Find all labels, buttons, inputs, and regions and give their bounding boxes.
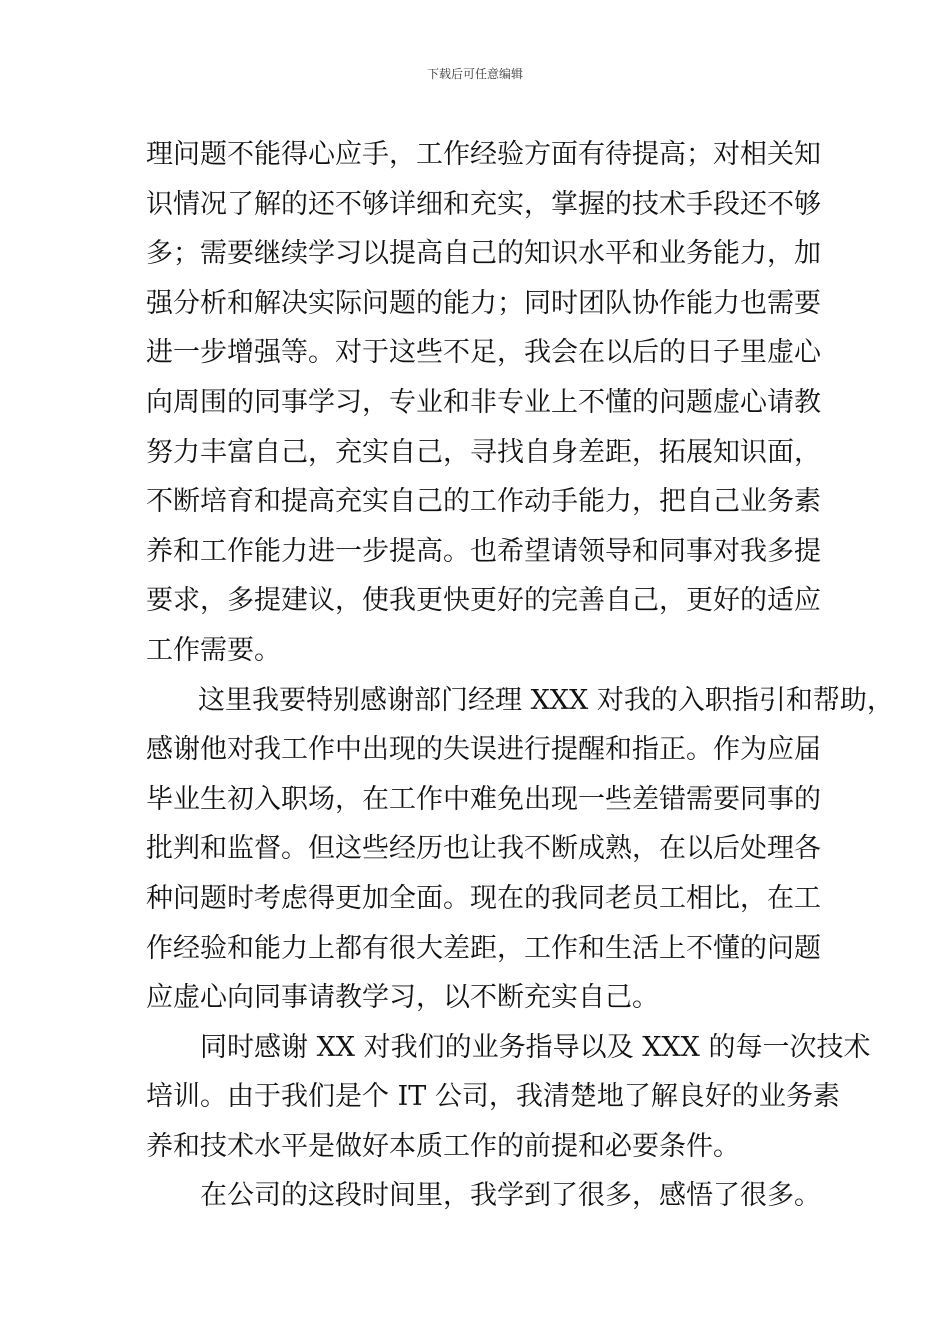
- text-line: 毕业生初入职场，在工作中难免出现一些差错需要同事的: [146, 783, 821, 815]
- text-line: 强分析和解决实际问题的能力；同时团队协作能力也需要: [146, 287, 821, 319]
- text-line: 种问题时考虑得更加全面。现在的我同老员工相比，在工: [146, 882, 821, 914]
- text-line: 理问题不能得心应手，工作经验方面有待提高；对相关知: [146, 139, 821, 170]
- text-line: 要求，多提建议，使我更快更好的完善自己，更好的适应: [146, 585, 821, 617]
- text-line: 批判和监督。但这些经历也让我不断成熟，在以后处理各: [146, 833, 821, 865]
- text-line: 养和工作能力进一步提高。也希望请领导和同事对我多提: [146, 535, 821, 567]
- text-line: 不断培育和提高充实自己的工作动手能力，把自己业务素: [146, 486, 821, 518]
- paragraph-first-line: 这里我要特别感谢部门经理 XXX 对我的入职指引和帮助，: [198, 684, 894, 716]
- paragraph-first-line: 同时感谢 XX 对我们的业务指导以及 XXX 的每一次技术: [200, 1031, 871, 1063]
- text-line: 进一步增强等。对于这些不足，我会在以后的日子里虚心: [146, 337, 821, 369]
- text-line: 向周围的同事学习，专业和非专业上不懂的问题虚心请教: [146, 386, 821, 418]
- text-line: 应虚心向同事请教学习，以不断充实自己。: [146, 982, 659, 1014]
- text-line: 感谢他对我工作中出现的失误进行提醒和指正。作为应届: [146, 734, 821, 766]
- document-body: [146, 130, 894, 1221]
- paragraph-first-line: 在公司的这段时间里，我学到了很多，感悟了很多。: [200, 1180, 821, 1212]
- text-line: 努力丰富自己，充实自己，寻找自身差距，拓展知识面，: [146, 436, 821, 468]
- text-line: 培训。由于我们是个 IT 公司，我清楚地了解良好的业务素: [146, 1081, 840, 1113]
- text-line: 作经验和能力上都有很大差距，工作和生活上不懂的问题: [146, 932, 821, 964]
- text-line: 多；需要继续学习以提高自己的知识水平和业务能力，加: [146, 238, 821, 270]
- text-line: 工作需要。: [146, 634, 281, 666]
- text-line: 识情况了解的还不够详细和充实，掌握的技术手段还不够: [146, 188, 821, 220]
- text-line: 养和技术水平是做好本质工作的前提和必要条件。: [146, 1130, 740, 1162]
- page-header: 下载后可任意编辑: [426, 67, 523, 81]
